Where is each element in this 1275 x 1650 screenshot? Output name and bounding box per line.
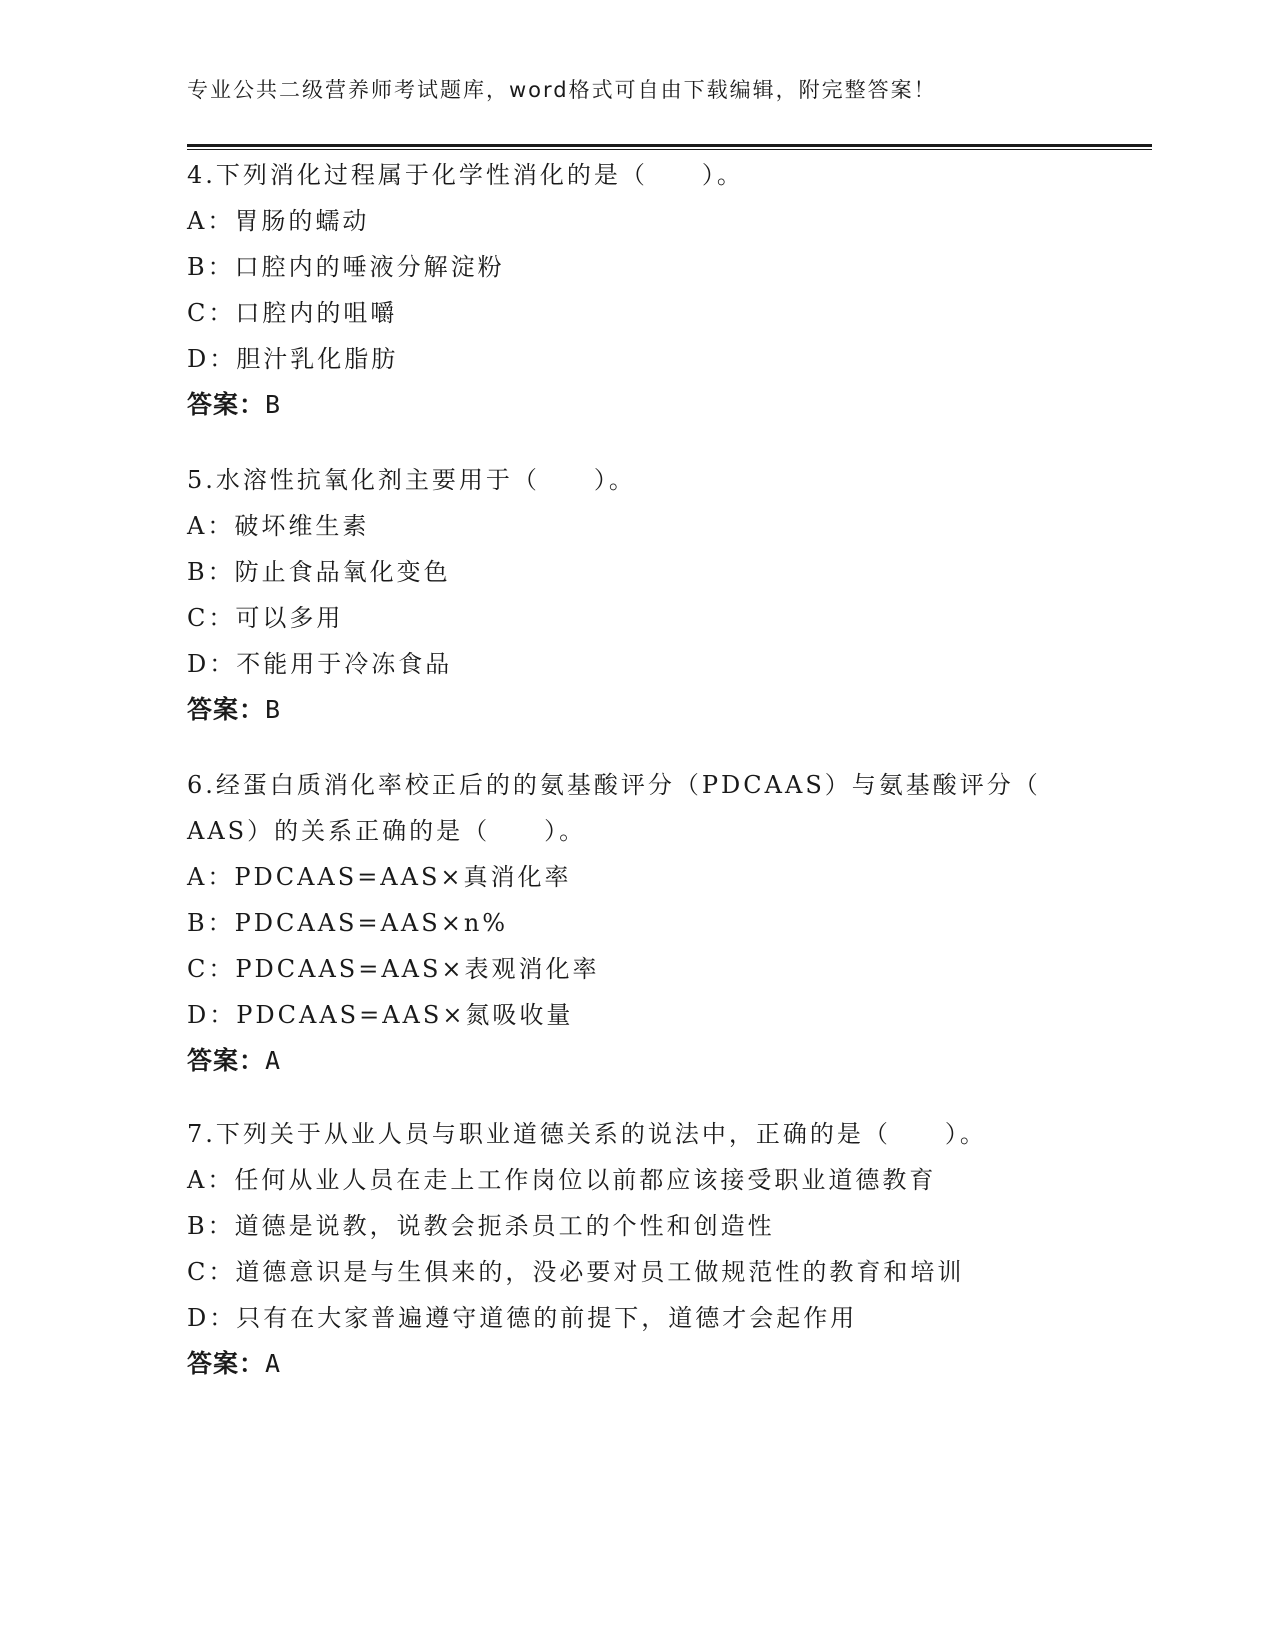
option-c: C：可以多用 <box>187 604 344 632</box>
option-b: B：口腔内的唾液分解淀粉 <box>187 253 505 281</box>
question-stem-cont: AAS）的关系正确的是（ ）。 <box>187 817 587 845</box>
question-stem: 6.经蛋白质消化率校正后的的氨基酸评分（PDCAAS）与氨基酸评分（ <box>187 771 1041 799</box>
answer-line <box>187 1341 1087 1387</box>
answer-line <box>187 1038 1087 1084</box>
answer-label: 答案： <box>187 695 266 724</box>
option-d: D：胆汁乳化脂肪 <box>187 345 399 373</box>
option-b: B：防止食品氧化变色 <box>187 558 451 586</box>
option-c: C：道德意识是与生俱来的，没必要对员工做规范性的教育和培训 <box>187 1258 965 1286</box>
option-a: A：PDCAAS=AAS×真消化率 <box>187 863 572 891</box>
question-6 <box>187 762 1087 1084</box>
option-c: C：口腔内的咀嚼 <box>187 299 398 327</box>
answer-label: 答案： <box>187 1046 266 1075</box>
header-rule-thin <box>187 149 1152 150</box>
answer-value: A <box>265 1349 282 1378</box>
answer-label: 答案： <box>187 1349 266 1378</box>
answer-label: 答案： <box>187 390 266 419</box>
answer-line <box>187 382 1087 428</box>
option-d: D：不能用于冷冻食品 <box>187 650 453 678</box>
page-header: 专业公共二级营养师考试题库，word格式可自由下载编辑，附完整答案！ <box>187 78 937 102</box>
option-d: D：PDCAAS=AAS×氮吸收量 <box>187 1001 574 1029</box>
option-b: B：道德是说教，说教会扼杀员工的个性和创造性 <box>187 1212 775 1240</box>
answer-value: B <box>265 390 282 419</box>
option-b: B：PDCAAS=AAS×n% <box>187 909 509 937</box>
option-d: D：只有在大家普遍遵守道德的前提下，道德才会起作用 <box>187 1304 858 1332</box>
answer-value: A <box>265 1046 282 1075</box>
answer-line <box>187 687 1087 733</box>
header-rule <box>187 144 1152 147</box>
question-5 <box>187 457 1087 733</box>
answer-value: B <box>265 695 282 724</box>
option-c: C：PDCAAS=AAS×表观消化率 <box>187 955 600 983</box>
question-stem: 7.下列关于从业人员与职业道德关系的说法中，正确的是（ ）。 <box>187 1120 987 1148</box>
option-a: A：任何从业人员在走上工作岗位以前都应该接受职业道德教育 <box>187 1166 937 1194</box>
question-7 <box>187 1111 1087 1387</box>
question-stem: 4.下列消化过程属于化学性消化的是（ ）。 <box>187 161 744 189</box>
option-a: A：胃肠的蠕动 <box>187 207 370 235</box>
question-4 <box>187 152 1087 428</box>
question-stem: 5.水溶性抗氧化剂主要用于（ ）。 <box>187 466 636 494</box>
option-a: A：破坏维生素 <box>187 512 370 540</box>
